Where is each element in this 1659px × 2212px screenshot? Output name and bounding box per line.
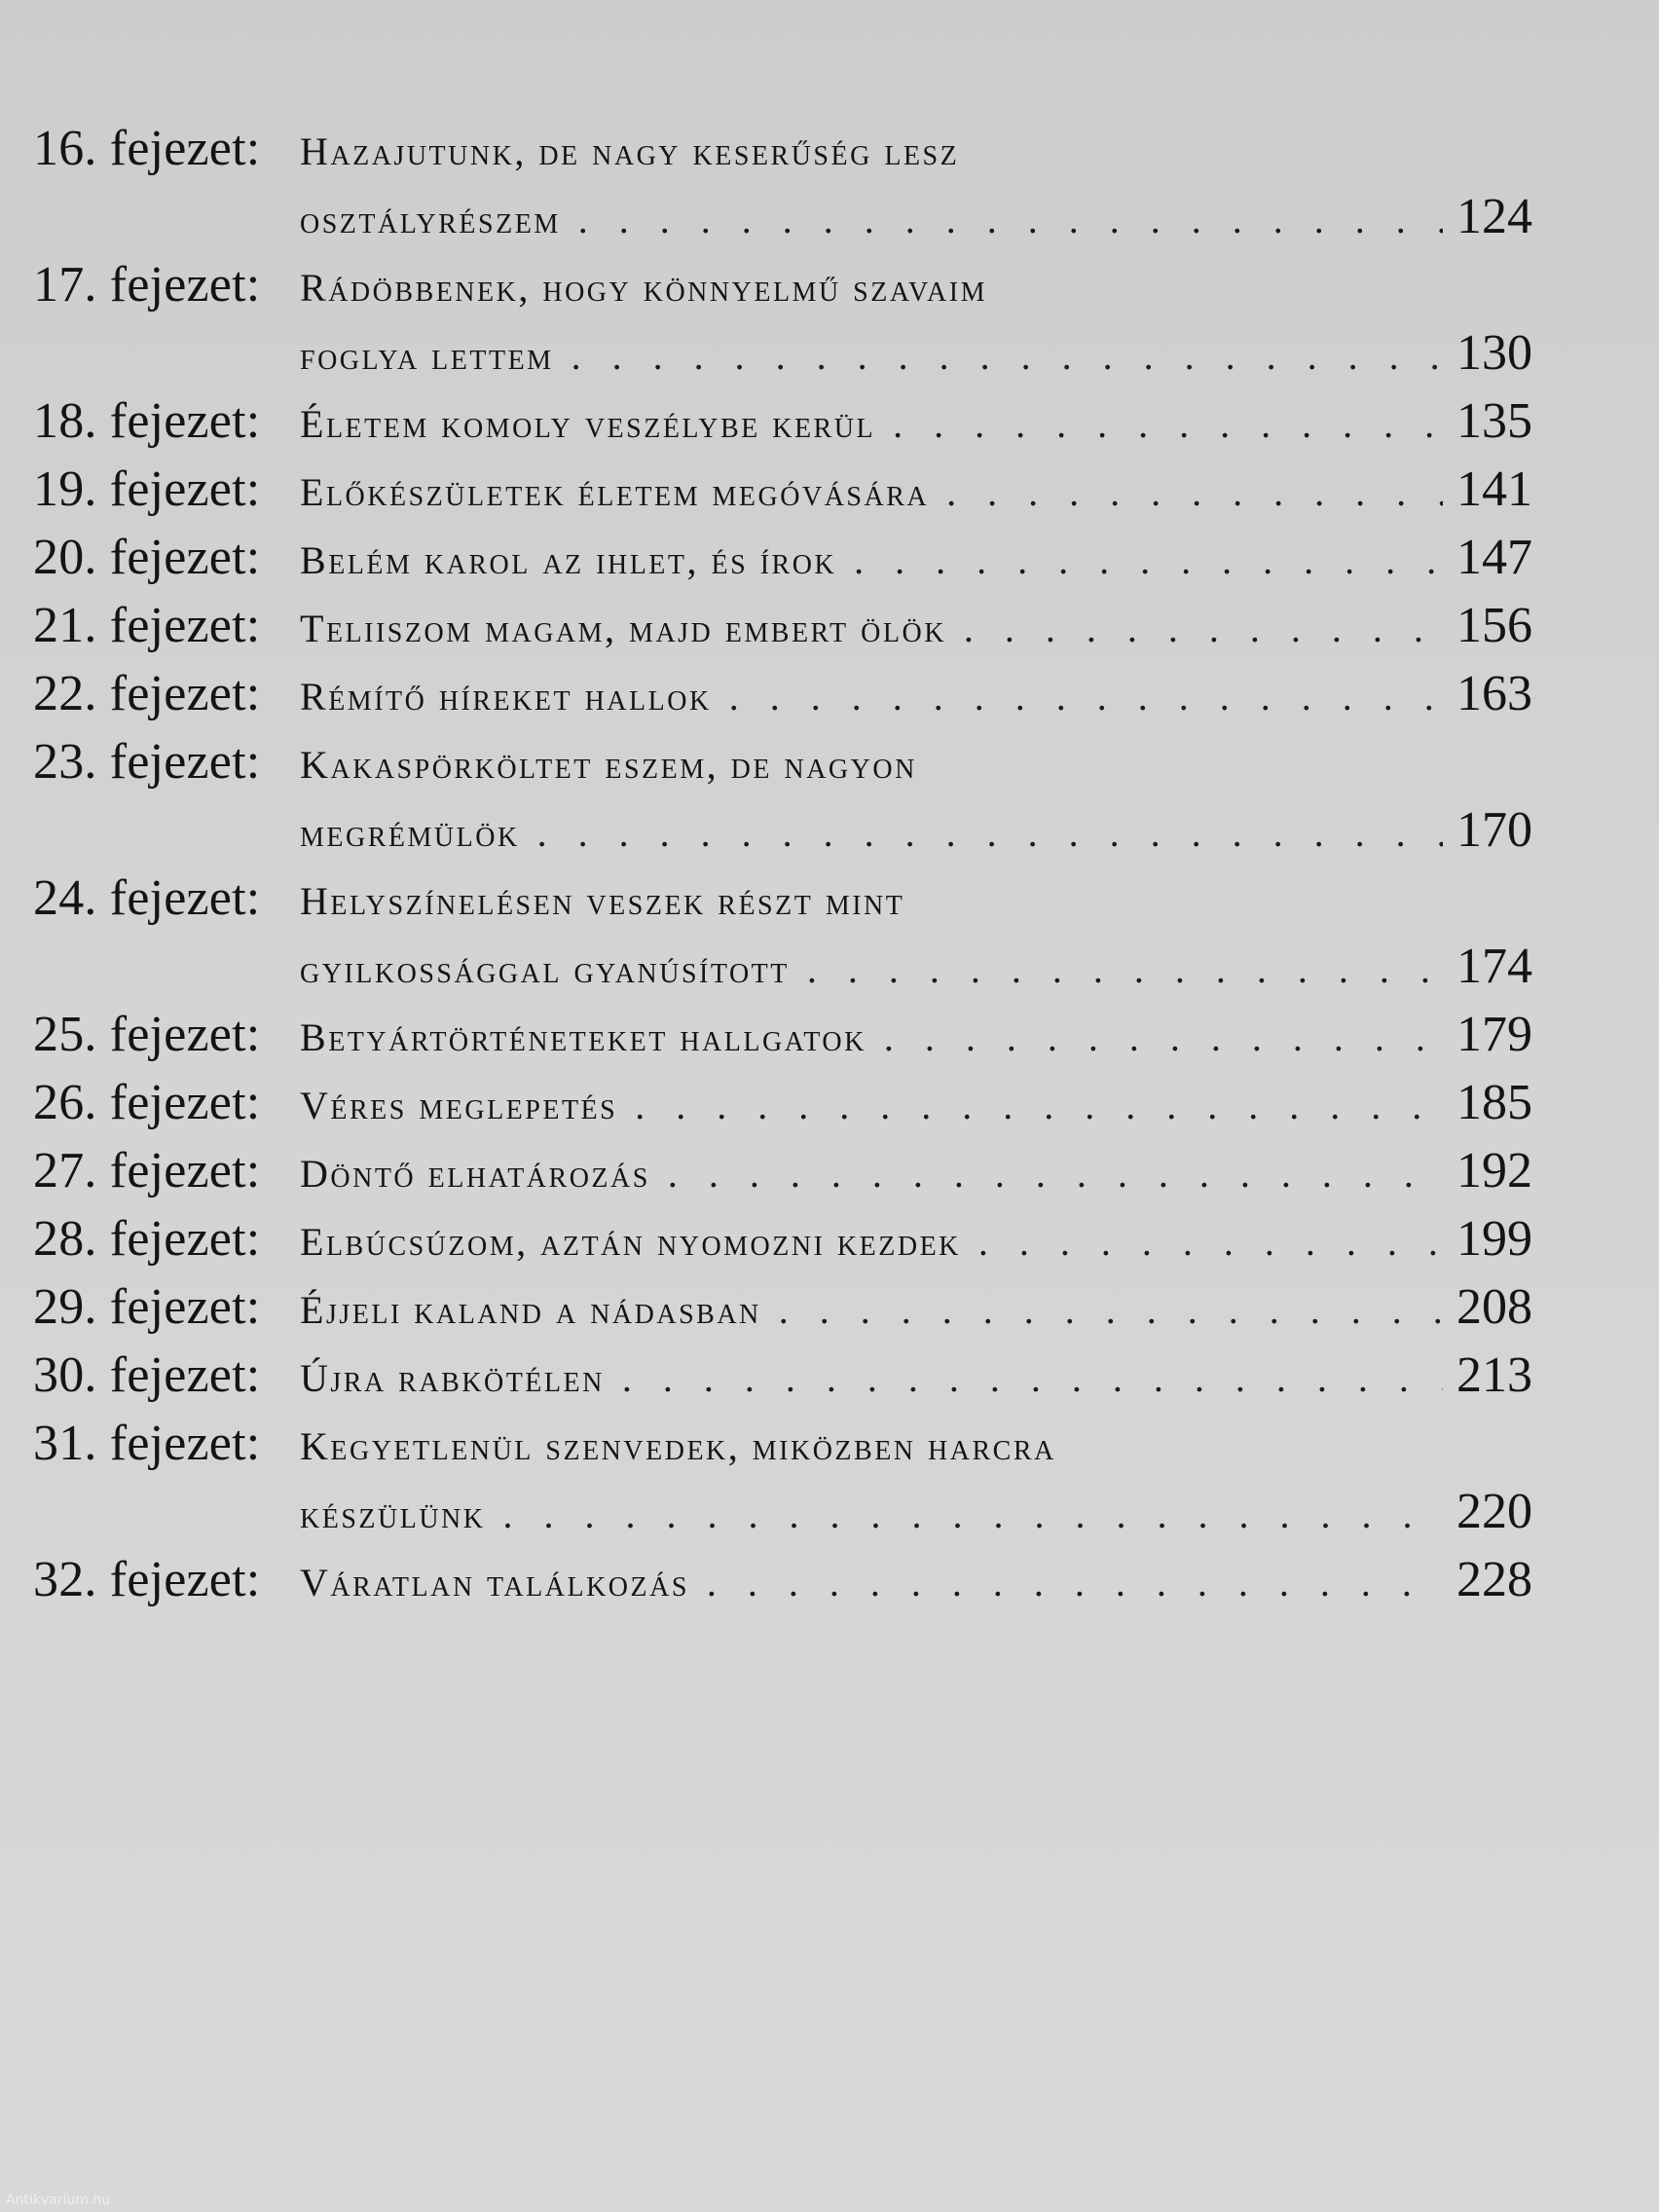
page-number: 141	[1456, 461, 1532, 517]
page-number: 213	[1456, 1347, 1532, 1403]
toc-entry-line	[33, 660, 1532, 728]
toc-entry-line	[33, 796, 1532, 865]
chapter-label: 31. fejezet:	[33, 1416, 261, 1471]
toc-entry-line	[33, 1273, 1532, 1342]
chapter-label: 30. fejezet:	[33, 1347, 261, 1403]
toc-entry-line	[33, 1342, 1532, 1410]
chapter-title: elbúcsúzom, aztán nyomozni kezdek	[300, 1220, 961, 1264]
page-number: 192	[1456, 1143, 1532, 1198]
page-number: 130	[1456, 325, 1532, 381]
page-number: 199	[1456, 1211, 1532, 1267]
dot-leader	[571, 322, 1443, 390]
dot-leader	[668, 1140, 1443, 1208]
toc-entry-line	[33, 592, 1532, 660]
chapter-title: újra rabkötélen	[300, 1356, 605, 1400]
chapter-label: 23. fejezet:	[33, 734, 261, 790]
toc-entry-line	[33, 1205, 1532, 1273]
dot-leader	[729, 663, 1443, 731]
toc-entry	[33, 1069, 1532, 1137]
toc-entry	[33, 456, 1532, 524]
toc-entry-line	[33, 1478, 1532, 1546]
chapter-title: rádöbbenek, hogy könnyelmű szavaim	[300, 266, 987, 310]
dot-leader	[503, 1481, 1444, 1549]
toc-entry-line	[33, 524, 1532, 592]
chapter-title: kakaspörköltet eszem, de nagyon	[300, 743, 917, 787]
page-number: 179	[1456, 1007, 1532, 1062]
chapter-title: életem komoly veszélybe kerül	[300, 402, 876, 446]
toc-entry	[33, 1001, 1532, 1069]
page-number: 124	[1456, 189, 1532, 244]
chapter-label: 20. fejezet:	[33, 530, 261, 585]
chapter-title-continuation: foglya lettem	[300, 334, 554, 378]
chapter-title: betyártörténeteket hallgatok	[300, 1015, 866, 1059]
toc-entry-line	[33, 387, 1532, 456]
chapter-title: kegyetlenül szenvedek, miközben harcra	[300, 1424, 1056, 1468]
page-number: 170	[1456, 802, 1532, 858]
chapter-label: 21. fejezet:	[33, 598, 261, 653]
page-number: 228	[1456, 1552, 1532, 1607]
toc-entry	[33, 251, 1532, 387]
toc-entry-line	[33, 1069, 1532, 1137]
toc-entry-line	[33, 319, 1532, 387]
toc-entry-line	[33, 456, 1532, 524]
dot-leader	[807, 936, 1443, 1004]
page-number: 163	[1456, 666, 1532, 721]
dot-leader	[622, 1345, 1443, 1413]
toc-entry-line	[33, 728, 1532, 796]
chapter-label: 17. fejezet:	[33, 257, 261, 313]
dot-leader	[893, 390, 1443, 459]
page-number: 185	[1456, 1075, 1532, 1130]
toc-entry	[33, 387, 1532, 456]
chapter-title: előkészületek életem megóvására	[300, 470, 930, 514]
chapter-label: 16. fejezet:	[33, 121, 261, 176]
dot-leader	[964, 595, 1443, 663]
dot-leader	[537, 799, 1443, 867]
chapter-title: helyszínelésen veszek részt mint	[300, 879, 905, 923]
chapter-title: éjjeli kaland a nádasban	[300, 1288, 761, 1332]
toc-entry	[33, 1273, 1532, 1342]
chapter-label: 22. fejezet:	[33, 666, 261, 721]
toc-entry-line	[33, 1001, 1532, 1069]
chapter-title: véres meglepetés	[300, 1084, 618, 1127]
dot-leader	[884, 1004, 1443, 1072]
toc-entry-line	[33, 251, 1532, 319]
toc-entry	[33, 1205, 1532, 1273]
chapter-label: 19. fejezet:	[33, 461, 261, 517]
chapter-label: 25. fejezet:	[33, 1007, 261, 1062]
toc-entry	[33, 1410, 1532, 1546]
chapter-title: rémítő híreket hallok	[300, 675, 712, 719]
chapter-label: 26. fejezet:	[33, 1075, 261, 1130]
chapter-label: 29. fejezet:	[33, 1279, 261, 1335]
toc-entry	[33, 1342, 1532, 1410]
page-number: 220	[1456, 1484, 1532, 1539]
page-number: 174	[1456, 939, 1532, 994]
chapter-label: 18. fejezet:	[33, 393, 261, 449]
toc-entry	[33, 115, 1532, 251]
toc-entry-line	[33, 1137, 1532, 1205]
page-number: 208	[1456, 1279, 1532, 1335]
chapter-title: döntő elhatározás	[300, 1152, 650, 1196]
toc-entry	[33, 592, 1532, 660]
chapter-title-continuation: megrémülök	[300, 811, 520, 855]
dot-leader	[779, 1276, 1443, 1345]
toc-entry	[33, 524, 1532, 592]
toc-entry	[33, 865, 1532, 1001]
chapter-title: hazajutunk, de nagy keserűség lesz	[300, 129, 960, 173]
chapter-title-continuation: osztályrészem	[300, 198, 561, 241]
toc-entry-line	[33, 1546, 1532, 1614]
toc-entry-line	[33, 1410, 1532, 1478]
page-number: 156	[1456, 598, 1532, 653]
dot-leader	[946, 459, 1443, 527]
page-number: 147	[1456, 530, 1532, 585]
toc-entry	[33, 1137, 1532, 1205]
toc-entry-line	[33, 183, 1532, 251]
toc-entry-line	[33, 865, 1532, 933]
chapter-title: belém karol az ihlet, és írok	[300, 538, 837, 582]
toc-entry-line	[33, 933, 1532, 1001]
toc-entry-line	[33, 115, 1532, 183]
chapter-title: teliiszom magam, majd embert ölök	[300, 607, 946, 650]
chapter-title-continuation: gyilkossággal gyanúsított	[300, 947, 790, 991]
dot-leader	[578, 186, 1443, 254]
table-of-contents	[33, 115, 1532, 1614]
dot-leader	[707, 1549, 1443, 1617]
chapter-label: 24. fejezet:	[33, 870, 261, 926]
chapter-label: 32. fejezet:	[33, 1552, 261, 1607]
toc-entry	[33, 728, 1532, 865]
chapter-label: 28. fejezet:	[33, 1211, 261, 1267]
chapter-title: váratlan találkozás	[300, 1561, 689, 1604]
toc-entry	[33, 660, 1532, 728]
toc-entry	[33, 1546, 1532, 1614]
dot-leader	[978, 1208, 1443, 1276]
dot-leader	[854, 527, 1443, 595]
chapter-title-continuation: készülünk	[300, 1493, 486, 1536]
page-number: 135	[1456, 393, 1532, 449]
dot-leader	[635, 1072, 1443, 1140]
chapter-label: 27. fejezet:	[33, 1143, 261, 1198]
watermark: Antikvarium.hu	[6, 2193, 111, 2208]
